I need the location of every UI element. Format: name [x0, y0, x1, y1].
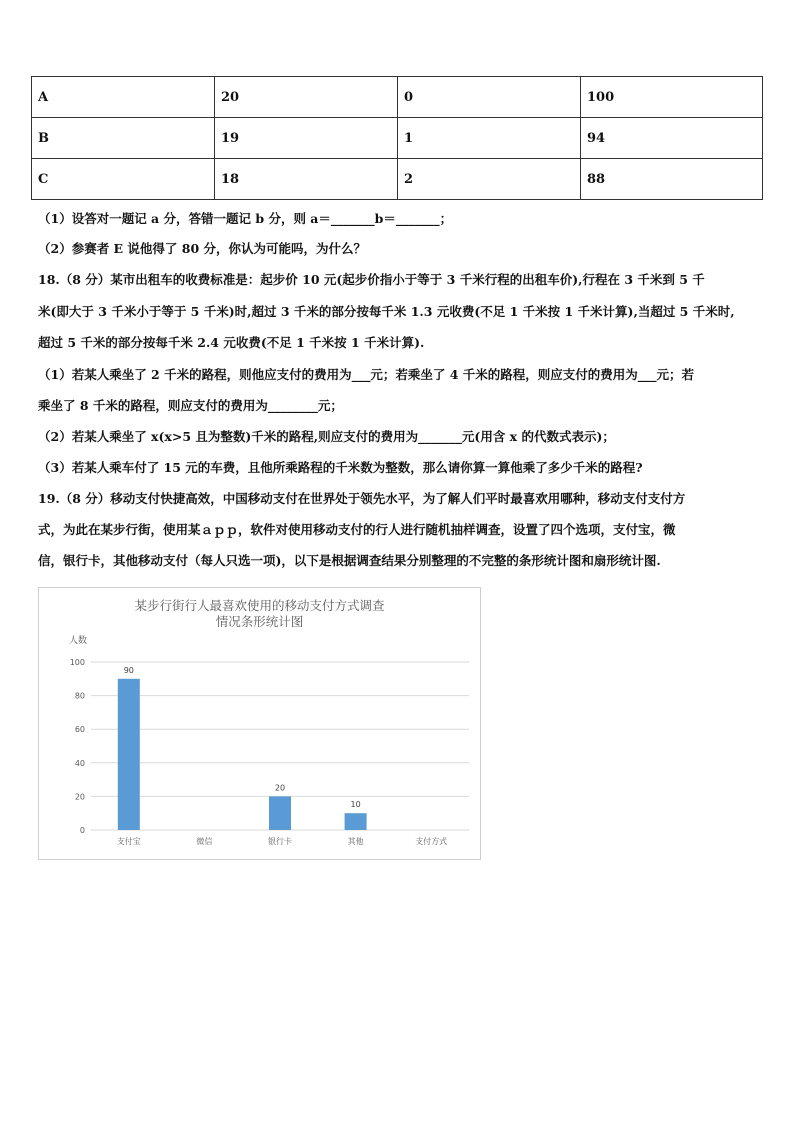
- q18-part1-line1: （1）若某人乘坐了 2 千米的路程，则他应支付的费用为___元；若乘坐了 4 千米的路程，则应支付的费用为___元；若: [38, 367, 695, 382]
- y-tick-label: 40: [74, 758, 85, 768]
- q19-stem-line2: 式，为此在某步行街，使用某ａｐｐ，软件对使用移动支付的行人进行随机抽样调查，设置了四个选项，支付宝，微: [38, 522, 676, 537]
- score-table: [31, 76, 763, 200]
- table-row: [32, 159, 763, 200]
- y-tick-label: 60: [74, 725, 85, 735]
- x-tick-label: 银行卡: [268, 837, 292, 846]
- x-axis-label: 支付方式: [415, 837, 448, 846]
- data-label: 20: [274, 783, 286, 793]
- table-cell: A: [32, 77, 215, 118]
- bar-chart: [38, 587, 481, 860]
- table-row: [32, 77, 763, 118]
- q19-stem-line3: 信，银行卡，其他移动支付（每人只选一项)，以下是根据调查结果分别整理的不完整的条形统计图和扇形统计图.: [38, 553, 661, 568]
- table-cell: B: [32, 118, 215, 159]
- bar: [269, 796, 291, 830]
- table-row: [32, 118, 763, 159]
- y-tick-label: 20: [74, 792, 85, 802]
- y-axis-label: 人数: [69, 636, 88, 646]
- table-cell: 88: [581, 159, 763, 200]
- x-tick-label: 微信: [196, 837, 213, 846]
- table-cell: 20: [215, 77, 398, 118]
- data-label: 10: [350, 800, 361, 810]
- q18-stem-line1: 18.（8 分）某市出租车的收费标准是：起步价 10 元(起步价指小于等于 3 千米行程的出租车价),行程在 3 千米到 5 千: [38, 272, 705, 287]
- table-cell: C: [32, 159, 215, 200]
- chart-canvas: [39, 588, 480, 859]
- y-tick-label: 100: [69, 658, 85, 667]
- q18-stem-line3: 超过 5 千米的部分按每千米 2.4 元收费(不足 1 千米按 1 千米计算).: [38, 335, 425, 350]
- table-cell: 19: [215, 118, 398, 159]
- table-cell: 18: [215, 159, 398, 200]
- q18-part3: （3）若某人乘车付了 15 元的车费，且他所乘路程的千米数为整数，那么请你算一算他乘了多少千米的路程?: [38, 460, 643, 475]
- q18-part1-line2: 乘坐了 8 千米的路程，则应支付的费用为________元；: [38, 398, 343, 413]
- table-cell: 0: [398, 77, 581, 118]
- table-cell: 94: [581, 118, 763, 159]
- chart-subtitle: 情况条形统计图: [215, 614, 304, 629]
- bar: [118, 679, 140, 830]
- x-tick-label: 其他: [347, 837, 364, 846]
- q18-part2: （2）若某人乘坐了 x(x>5 且为整数)千米的路程,则应支付的费用为_______元(用含 x 的代数式表示)；: [38, 429, 615, 444]
- table-cell: 100: [581, 77, 763, 118]
- bar: [345, 813, 367, 830]
- q17-part1: （1）设答对一题记 a 分，答错一题记 b 分，则 a＝_______b＝_______；: [38, 211, 453, 226]
- q17-part2: （2）参赛者 E 说他得了 80 分，你认为可能吗，为什么？: [38, 241, 367, 256]
- y-tick-label: 80: [74, 691, 85, 701]
- y-tick-label: 0: [79, 826, 85, 835]
- q18-stem-line2: 米(即大于 3 千米小于等于 5 千米)时,超过 3 千米的部分按每千米 1.3 元收费(不足 1 千米按 1 千米计算),当超过 5 千米时,: [38, 304, 735, 319]
- data-label: 90: [123, 665, 134, 675]
- table-cell: 1: [398, 118, 581, 159]
- chart-title: 某步行街行人最喜欢使用的移动支付方式调查: [134, 598, 385, 613]
- table-cell: 2: [398, 159, 581, 200]
- q19-stem-line1: 19.（8 分）移动支付快捷高效，中国移动支付在世界处于领先水平，为了解人们平时最喜欢用哪种，移动支付支付方: [38, 491, 686, 506]
- x-tick-label: 支付宝: [116, 837, 141, 846]
